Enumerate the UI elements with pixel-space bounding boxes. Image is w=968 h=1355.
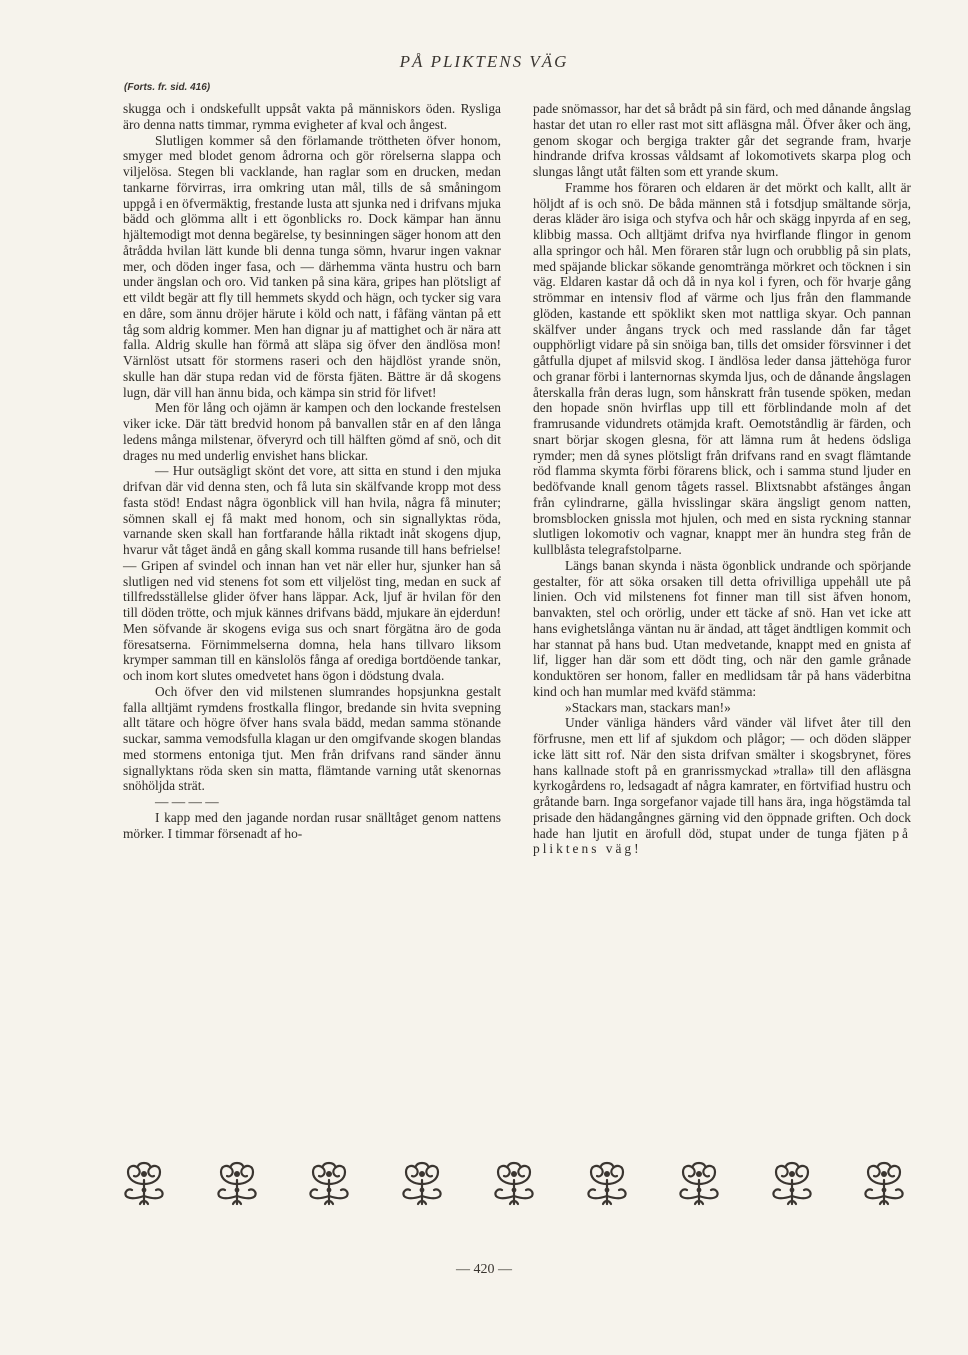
right-column <box>533 101 911 857</box>
art-nouveau-flourish-icon <box>768 1160 816 1208</box>
left-paragraph: skugga och i ondskefullt uppsåt vakta på människors öden. Rysliga äro denna natts timmar, rymma evigheter af kval och ångest. <box>123 101 501 132</box>
art-nouveau-flourish-icon <box>120 1160 168 1208</box>
right-paragraph: pade snömassor, har det så brådt på sin färd, och med dånande ångslag hastar det utan ro eller rast mot sitt afläsgna mål. Öfver åker och äng, genom skogar och bergiga trakter går det segrande fram, hvarje hindrande drifva krossas våldsamt af lokomotivets skarpa plog och slungas långt utåt fälten som ett yrande skum. <box>533 101 911 179</box>
right-paragraph: Framme hos föraren och eldaren är det mörkt och kallt, allt är höljdt af is och snö. De båda männen stå i fotsdjup smältande sörja, deras kläder äro isiga och styfva och hår och skägg inpyrda af en seg, klibbig massa. Och alltjämt drifva nya hvirflande flingor in genom alla springor och hål. Men föraren står lugn och orubblig på sin plats, med späjande blickar sökande genomtränga mörkret och töcknen i sin väg. Eldaren kastar då och då in nya kol i fyren, och för hvarje gång strömmar en intensiv flod af värme och ljus från den flammande glöden, kastande ett spöklikt sken mot nattliga skyar. Och pannan skälfver under ångans tryck och med rasslande dån far tåget oupphörligt vidare på sin snöiga ban, tills det omsider försvinner i det gåtfulla djupet af milsvid skog. I ändlösa leder dansa jättehöga furor och granar förbi i lanternornas skymda ljus, och de dånande ångslagen återskalla från deras lugn, som hånskratt från tusende spöken, medan den hopade snön hvirflas upp till ett förblindande moln af det framrusande vidundrets otämjda kraft. Oemotståndlig är färden, och snart börjar skogen glesna, för att lämna rum åt hedens ödsliga rymder; men då synes plötsligt från drifvans rand en svagt flämtande röd flamma skymta förbi förarens blick, och i samma stund ljuder en bedöfvande knall genom tågets rassel. Blixtsnabbt afstänges ångan från cylindrarne, gälla hvisslingar skära ängsligt genom natten, bromsblocken gnissla mot hjulen, och med en sista ryckning stannar slutligen lokomotiv och vagnar, knappt mer än hundra steg från de kullblåsta telegrafstolparne. <box>533 179 911 557</box>
section-break: — — — — <box>155 794 219 809</box>
art-nouveau-flourish-icon <box>305 1160 353 1208</box>
left-column <box>123 101 501 841</box>
right-paragraph: »Stackars man, stackars man!» <box>565 699 731 715</box>
left-paragraph: Och öfver den vid milstenen slumrandes hopsjunkna gestalt falla alltjämt rymdens frostkalla flingor, bredande sin hvita svepning allt tätare och högre öfver hans svala bädd, medan samma stönande suckar, samma vemodsfulla klagan ur den omgifvande skogen blandas med stormens entoniga tjut. Men från drifvans rand sänder ännu signallyktans röda sken sin matta, flämtande varning utåt skenornas snöhöljda strät. <box>123 683 501 794</box>
page-title: PÅ PLIKTENS VÄG <box>399 52 569 71</box>
right-paragraph: Längs banan skynda i nästa ögonblick undrande och spörjande gestalter, för att söka orsaken till detta ofrivilliga uppehåll ute på linien. Och vid milstenens fot finner man till sist äfven honom, banvakten, stel och orörlig, under ett täcke af snö. Han vet icke att hans evighetslånga väntan nu är ändad, att tåget ändtligen kommit och har stannat på hans bud. Utan medvetande, knappt med en gnista af lif, ligger han där som ett dödt ting, och när den gamle grånade konduktören ser honom, faller en medlidsam tår på hans väderbitna kind och han mumlar med kväfd stämma: <box>533 557 911 699</box>
art-nouveau-flourish-icon <box>398 1160 446 1208</box>
right-paragraph-text: Under vänliga händers vård vänder väl lifvet åter till den förfrusne, men ett lif af sjukdom och plågor; — och döden släpper icke lätt sitt rof. När den sista drifvan smälter i skogsbrynet, föres hans kallnade stoft på en granrissmyckad »tralla» till den afläsgna kyrkogårdens ro, ledsagadt af några kamrater, en förtvifiad hustru och gråtande barn. Inga sorgefanor vajade till hans ära, inga högstämda tal prisade den hädangångnes gärning vid den öppnade griften. Och dock hade han ljutit en ärofull död, stupat under de tunga fjäten <box>533 715 911 841</box>
left-paragraph: Men för lång och ojämn är kampen och den lockande frestelsen viker icke. Där tätt bredvid honom på banvallen står en af den långa ledens många milstenar, öfveryrd och till hälften gömd af snö, och dit drages nu med underlig envishet hans blickar. <box>123 400 501 463</box>
art-nouveau-flourish-icon <box>583 1160 631 1208</box>
left-paragraph: I kapp med den jagande nordan rusar snälltåget genom nattens mörker. I timmar försenadt af ho- <box>123 809 501 841</box>
ornament-row <box>120 1158 908 1210</box>
left-paragraph: — Hur outsägligt skönt det vore, att sitta en stund i den mjuka drifvan där vid denna sten, och få luta sin skälfvande kropp mot dess fasta stöd! Endast några ögonblick vill han hvila, några få minuter; sömnen skall ej få makt med honom, och sin signallyktas röda, varnande sken skall han fortfarande hålla riktadt inåt skogens djup, hvarur våt tåget ändå en gång skall komma rusande till hans befrielse! — Gripen af svindel och innan han vet när eller hur, sjunker han så slutligen ned vid stenens fot som ett viljelöst ting, medan en suck af tillfredsställelse glider öfver hans läppar. Ack, ljuf är hvilan för den till döden trötte, och mjuk kännes drifvans bädd, mjukare än ejderdun! Men söfvande är skogens eviga sus och snart förgätna äro de goda föresatserna. Förnimmelserna domna, hela hans tillvaro liksom krymper samman till en känslolös fånga af orediga bortdöende tankar, och inom kort slutes omedvetet hans ögon i dödstung dvala. <box>123 463 501 683</box>
continuation-note: (Forts. fr. sid. 416) <box>124 82 211 93</box>
art-nouveau-flourish-icon <box>860 1160 908 1208</box>
right-paragraph <box>533 715 911 857</box>
closing-phrase: på pliktens väg! <box>533 825 911 857</box>
page-number: — 420 — <box>456 1262 512 1277</box>
art-nouveau-flourish-icon <box>213 1160 261 1208</box>
art-nouveau-flourish-icon <box>490 1160 538 1208</box>
art-nouveau-flourish-icon <box>675 1160 723 1208</box>
left-paragraph: Slutligen kommer så den förlamande tröttheten öfver honom, smyger med blodet genom ådrorna och gör rörelserna slappa och viljelösa. Stegen bli vacklande, han raglar som en drucken, medan tankarne förvirras, irra omkring utan mål, tills de så småningom uppgå i en öfvermäktig, frestande lusta att sjunka ned i drifvans mjuka bädd och glömma allt i ett ögonblicks ro. Dock kämpar han ännu hjältemodigt mot denna begärelse, ty besinningen säger honom att den åtrådda hvilan lätt kunde bli denna tunga sömn, hvarur ingen vaknar mer, och döden inger fasa, och — därhemma vänta hustru och barn under ängslan och oro. Vid tanken på sina kära, gripes han plötsligt af ett vildt begär att fly till hemmets skydd och hägn, och tycker sig vara en dåre, som ännu dröjer härute i köld och natt, i fåfäng väntan på ett tåg som aldrig kommer. Men han dignar ju af mattighet och är nära att falla. Aldrig skulle han förmå att släpa sig öfver den ändlösa mon! Värnlöst utsatt för stormens raseri och den häjdlöst yrande snön, skulle han där stupa redan vid de första fjäten. Bättre är då skogens lugn, där vill han ännu bida, och kämpa sin strid för lifvet! <box>123 132 501 400</box>
